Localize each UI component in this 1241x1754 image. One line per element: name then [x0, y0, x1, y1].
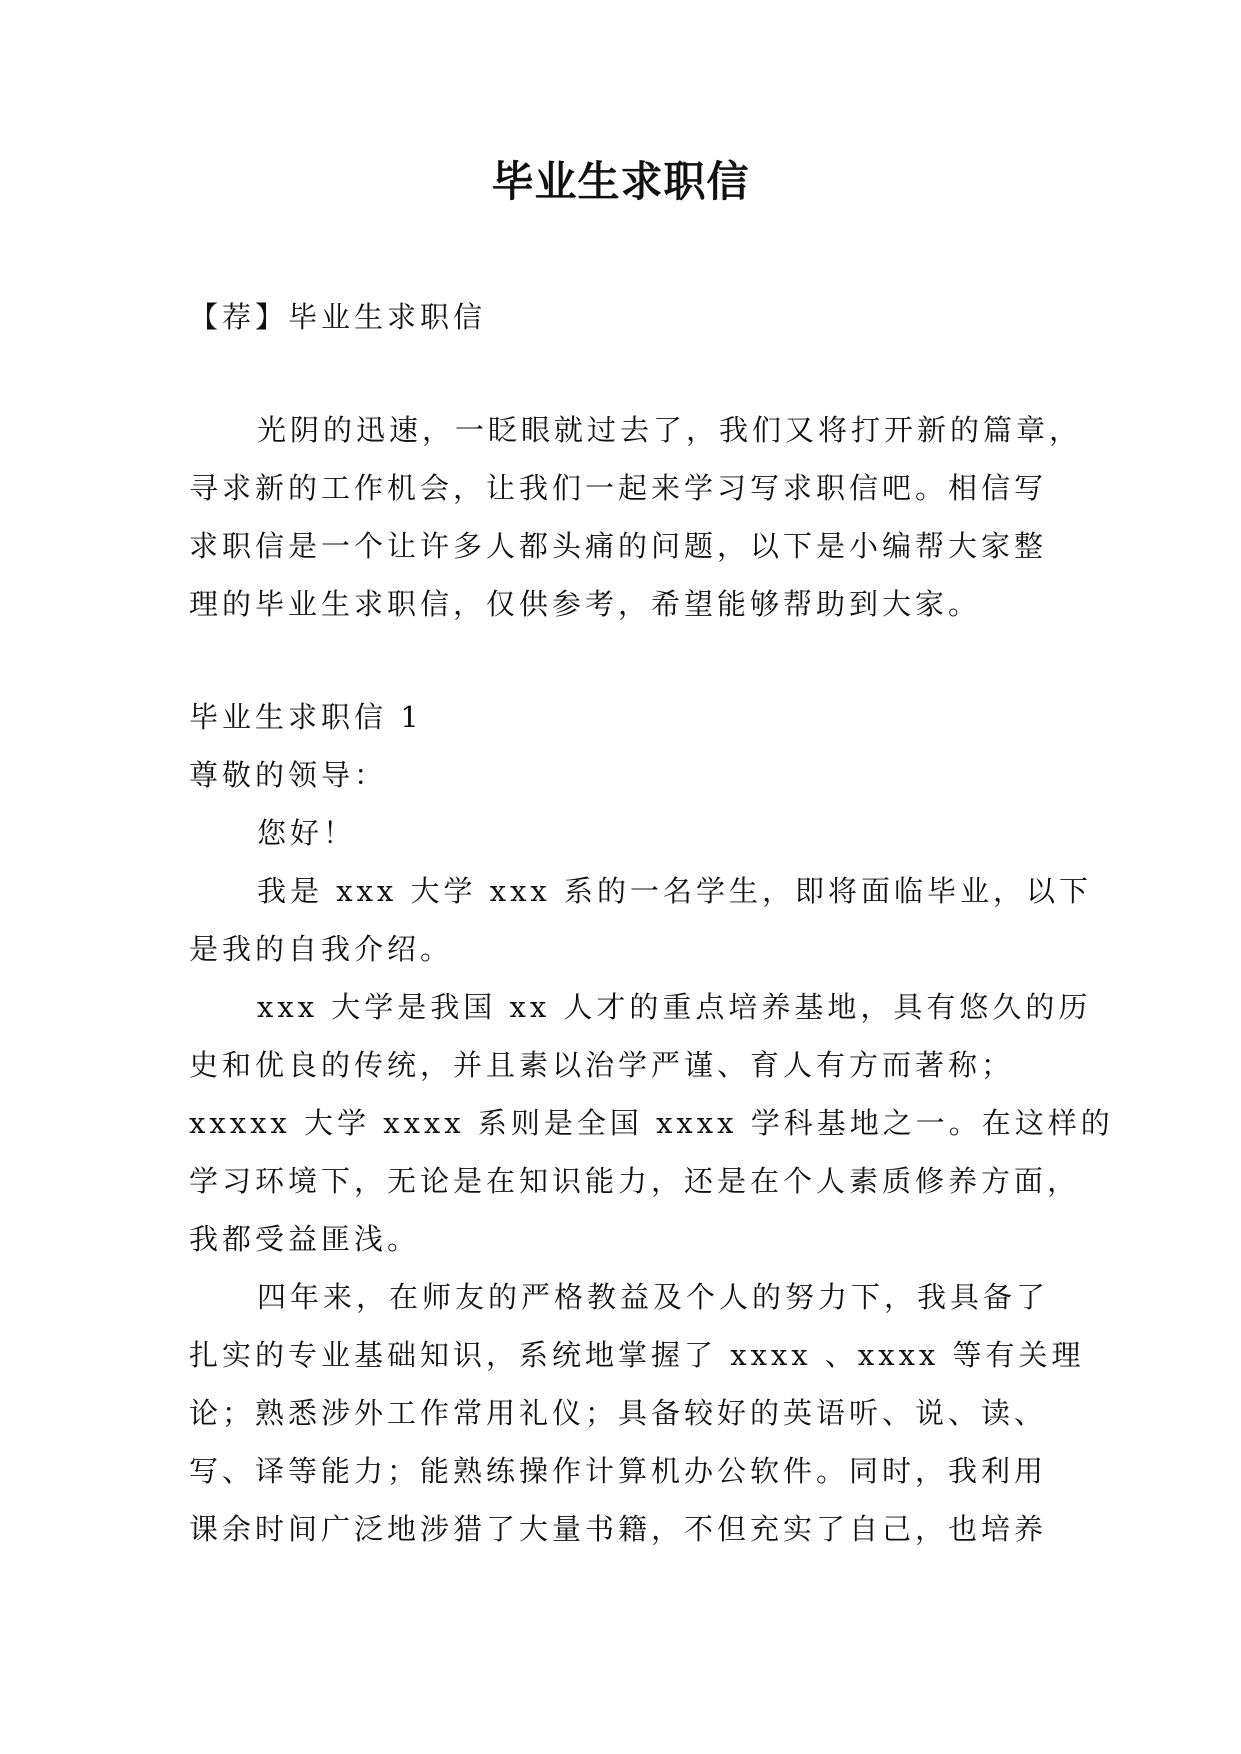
intro-line: 寻求新的工作机会，让我们一起来学习写求职信吧。相信写	[189, 471, 1048, 505]
greeting: 您好！	[257, 816, 357, 850]
body-line: 四年来，在师友的严格教益及个人的努力下，我具备了	[257, 1280, 1050, 1314]
intro-line: 求职信是一个让许多人都头痛的问题，以下是小编帮大家整	[189, 529, 1048, 563]
body-line: 课余时间广泛地涉猎了大量书籍，不但充实了自己，也培养	[189, 1512, 1048, 1546]
body-line: xxxxx 大学 xxxx 系则是全国 xxxx 学科基地之一。在这样的	[189, 1106, 1114, 1140]
section-heading: 毕业生求职信 1	[189, 700, 423, 734]
body-line: 论；熟悉涉外工作常用礼仪；具备较好的英语听、说、读、	[189, 1396, 1048, 1430]
body-line: 史和优良的传统，并且素以治学严谨、育人有方而著称；	[189, 1048, 1015, 1082]
intro-line: 光阴的迅速，一眨眼就过去了，我们又将打开新的篇章，	[257, 413, 1083, 447]
document-subtitle: 【荐】毕业生求职信	[189, 300, 487, 334]
body-line: xxx 大学是我国 xx 人才的重点培养基地，具有悠久的历	[257, 990, 1092, 1024]
document-title: 毕业生求职信	[491, 157, 750, 206]
body-line: 我都受益匪浅。	[189, 1222, 421, 1256]
body-line: 是我的自我介绍。	[189, 932, 454, 966]
body-line: 学习环境下，无论是在知识能力，还是在个人素质修养方面，	[189, 1164, 1081, 1198]
body-line: 我是 xxx 大学 xxx 系的一名学生，即将面临毕业，以下	[257, 874, 1093, 908]
intro-line: 理的毕业生求职信，仅供参考，希望能够帮助到大家。	[189, 587, 982, 621]
salutation: 尊敬的领导：	[189, 758, 388, 792]
body-line: 扎实的专业基础知识，系统地掌握了 xxxx 、xxxx 等有关理	[189, 1338, 1085, 1372]
body-line: 写、译等能力；能熟练操作计算机办公软件。同时，我利用	[189, 1454, 1048, 1488]
